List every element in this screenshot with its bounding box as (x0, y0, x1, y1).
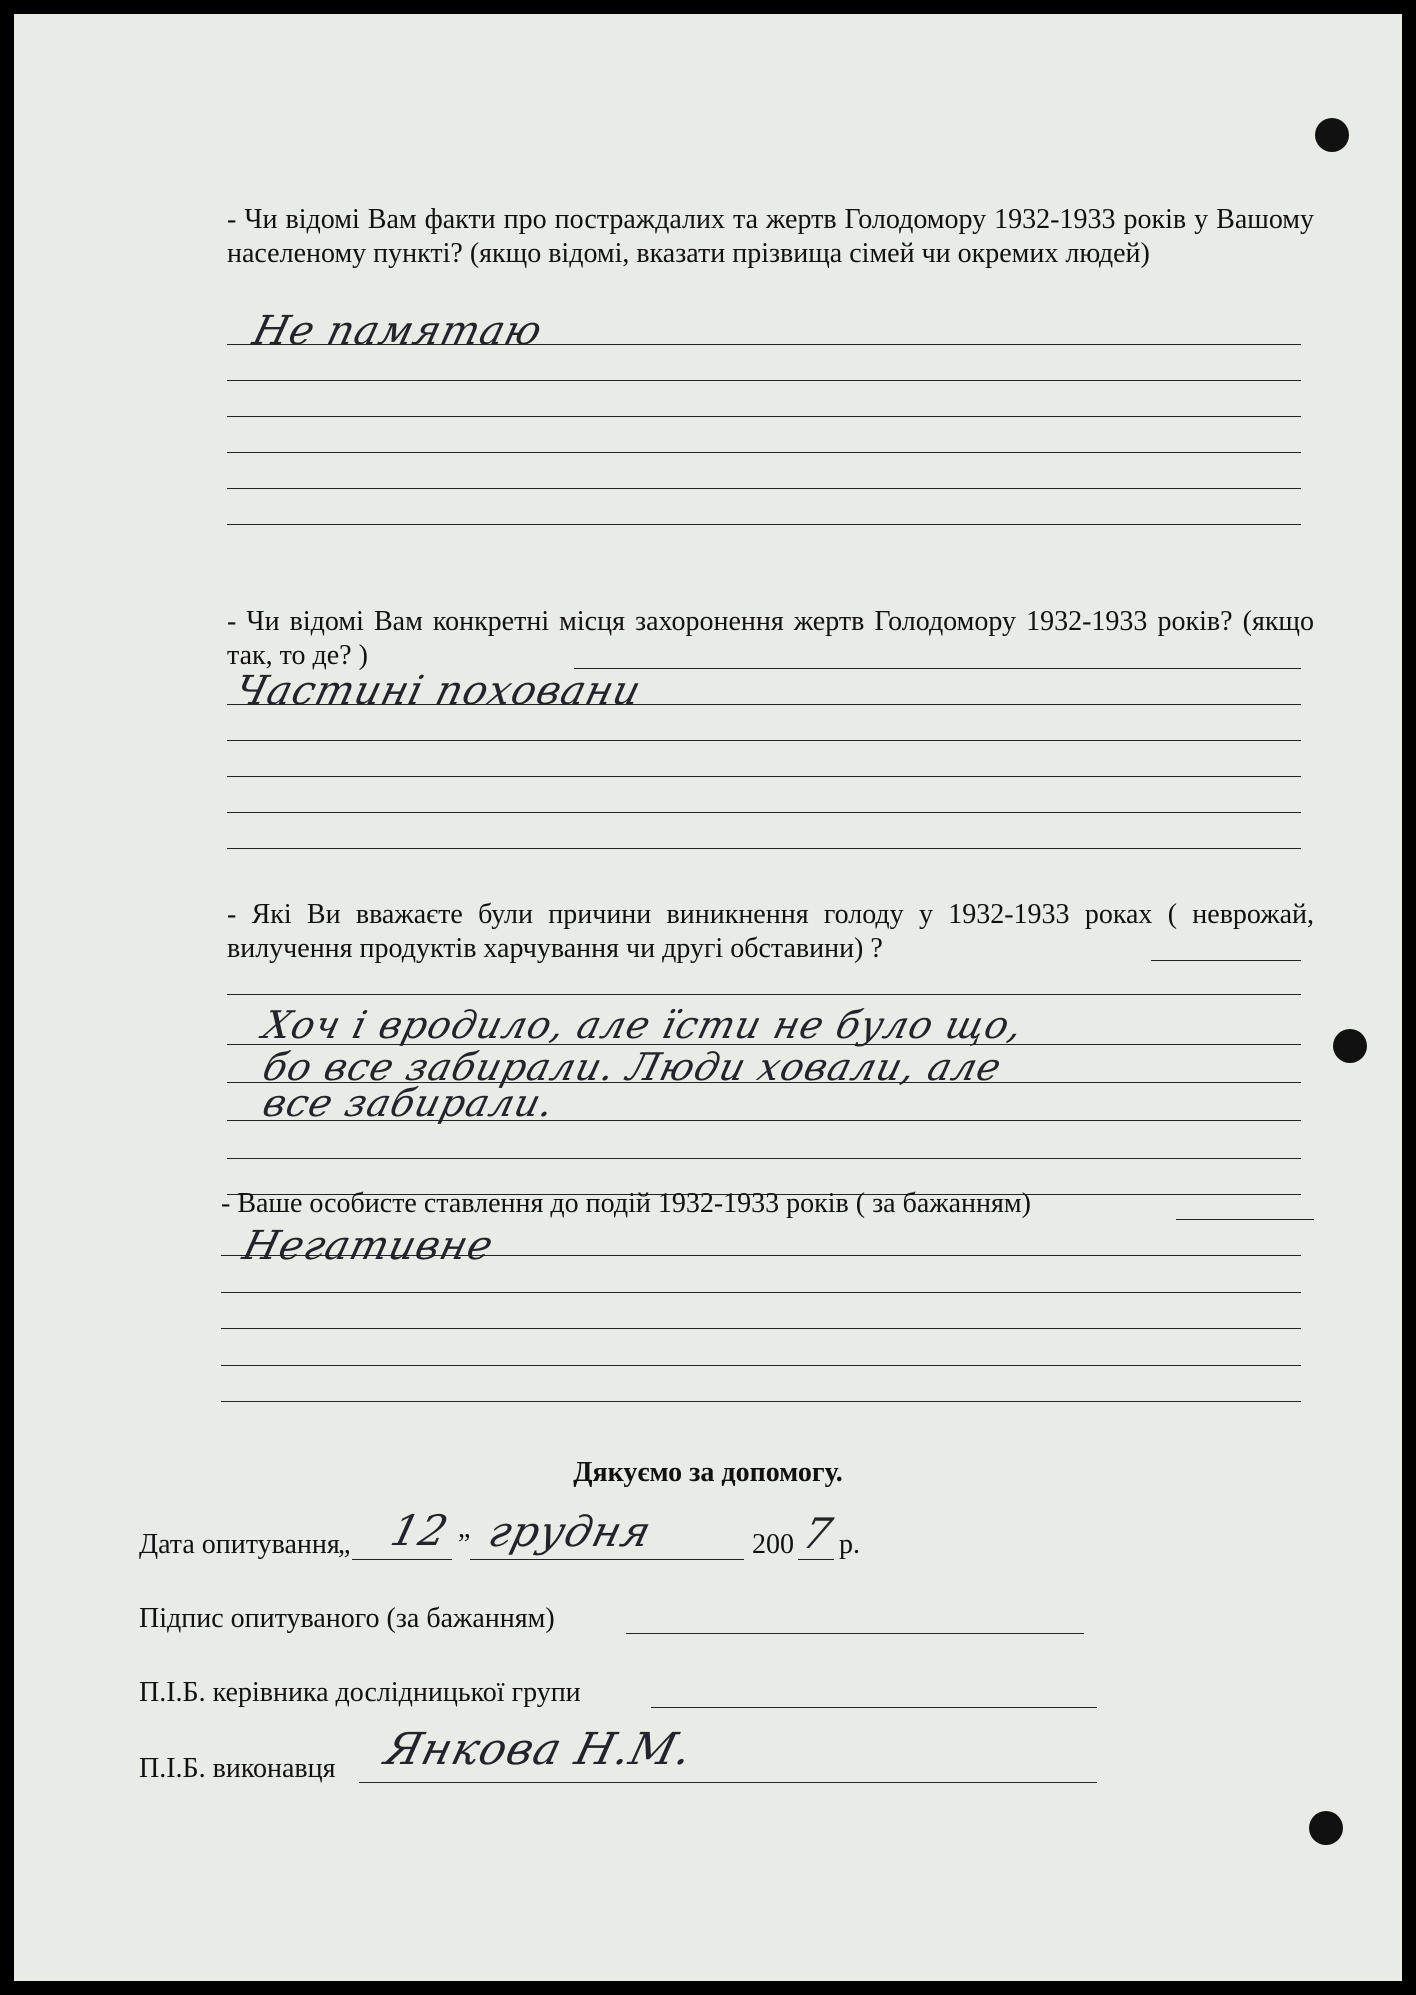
answer-line (227, 994, 1301, 995)
answer-line (227, 524, 1301, 525)
date-day: 12 (386, 1506, 454, 1555)
answer-line (1151, 960, 1301, 961)
punch-hole (1309, 1811, 1343, 1845)
question-3-answer-line-1: Хоч і вродило, але їсти не було що, (258, 1003, 1028, 1047)
answer-line (227, 812, 1301, 813)
signature-label: Підпис опитуваного (за бажанням) (139, 1603, 555, 1634)
date-month-line (470, 1559, 744, 1560)
answer-line (227, 344, 1301, 345)
thanks-heading: Дякуємо за допомогу. (573, 1457, 843, 1488)
question-2-answer: Частині поховани (230, 668, 647, 714)
date-year-line (798, 1559, 834, 1560)
answer-line (227, 1158, 1301, 1159)
answer-line (227, 488, 1301, 489)
question-3-prompt: - Які Ви вважаєте були причини виникнення голоду у 1932-1933 роках ( неврожай, вилучення продуктів харчування чи другі обставини) ? (227, 899, 1314, 964)
answer-line (227, 452, 1301, 453)
answer-line (227, 848, 1301, 849)
punch-hole (1315, 118, 1349, 152)
answer-line (227, 380, 1301, 381)
signature-line (626, 1633, 1084, 1634)
answer-line (227, 704, 1301, 705)
answer-line (221, 1292, 1301, 1293)
answer-line (227, 1120, 1301, 1121)
answer-line (1176, 1219, 1314, 1220)
answer-line (227, 740, 1301, 741)
question-3-answer-line-3: все забирали. (258, 1081, 560, 1125)
answer-line (227, 416, 1301, 417)
leader-line (651, 1707, 1097, 1708)
punch-hole (1333, 1029, 1367, 1063)
question-1-prompt: - Чи відомі Вам факти про постраждалих та жертв Голодомору 1932-1933 років у Вашому населеному пункті? (якщо відомі, вказати прізвища сімей чи окремих людей) (227, 204, 1314, 269)
answer-line (574, 668, 1301, 669)
date-label: Дата опитування (139, 1529, 340, 1560)
date-year-suffix: р. (839, 1529, 860, 1560)
questionnaire-page (14, 14, 1402, 1981)
date-quote-open: „ (338, 1529, 351, 1560)
executor-name: Янкова Н.М. (379, 1724, 698, 1775)
answer-line (221, 1255, 1301, 1256)
date-day-line (352, 1559, 452, 1560)
question-1-answer: Не памятаю (248, 308, 548, 354)
date-quote-close: ” (458, 1529, 471, 1560)
question-2-prompt: - Чи відомі Вам конкретні місця захоронення жертв Голодомору 1932-1933 років? (якщо так, то де? ) (227, 606, 1314, 671)
question-3-answer-line-2: бо все забирали. Люди ховали, але (258, 1045, 1007, 1089)
question-4-answer: Негативне (238, 1223, 499, 1269)
answer-line (221, 1365, 1301, 1366)
date-year-digit: 7 (798, 1509, 838, 1558)
question-4-prompt: - Ваше особисте ставлення до подій 1932-1933 років ( за бажанням) (221, 1188, 1031, 1219)
answer-line (227, 776, 1301, 777)
executor-line (359, 1782, 1097, 1783)
answer-line (221, 1401, 1301, 1402)
date-year-prefix: 200 (752, 1529, 794, 1560)
date-month: грудня (484, 1507, 657, 1556)
leader-label: П.І.Б. керівника дослідницької групи (139, 1677, 581, 1708)
executor-label: П.І.Б. виконавця (139, 1753, 336, 1784)
answer-line (221, 1328, 1301, 1329)
